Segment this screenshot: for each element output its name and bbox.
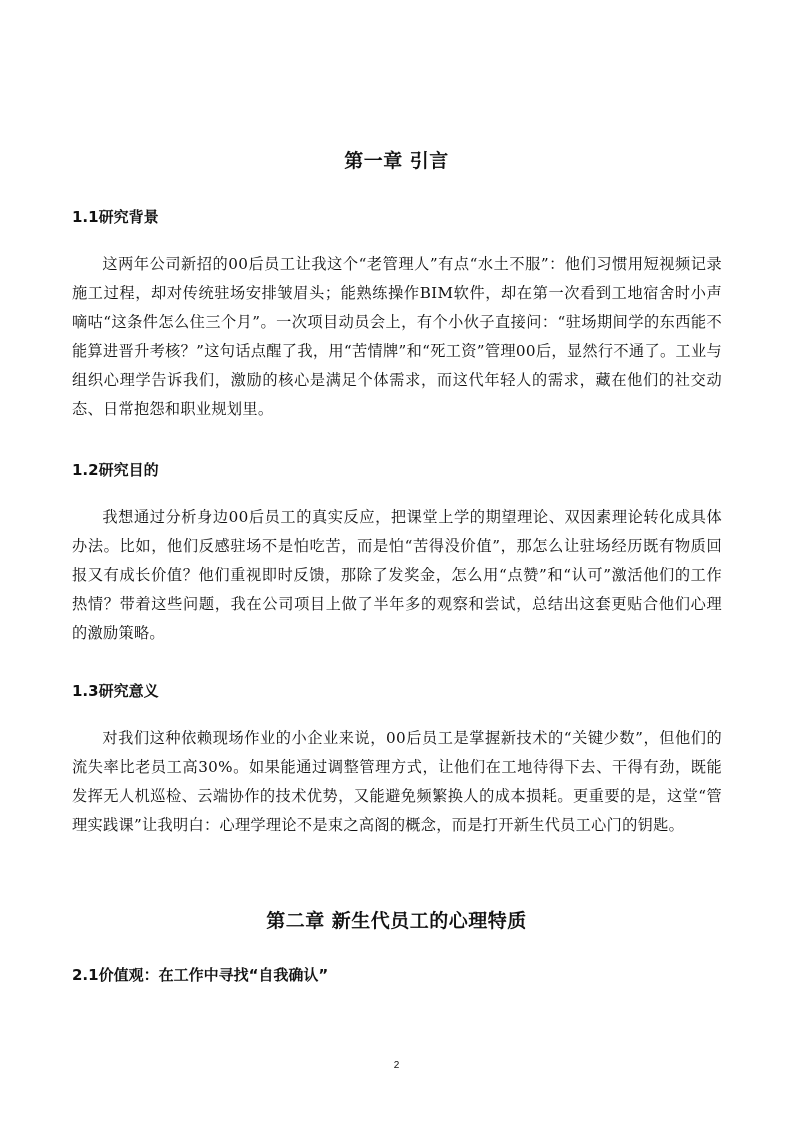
section-2-1-heading: 2.1价值观：在工作中寻找“自我确认” — [72, 966, 329, 984]
section-1-3-paragraph: 对我们这种依赖现场作业的小企业来说，00后员工是掌握新技术的“关键少数”，但他们的流失率比老员工高30%。如果能通过调整管理方式，让他们在工地待得下去、干得有劲，既能发挥无人机巡检、云端协作的技术优势，又能避免频繁换人的成本损耗。更重要的是，这堂“管理实践课”让我明白：心理学理论不是束之高阁的概念，而是打开新生代员工心门的钥匙。 — [72, 729, 722, 834]
chapter-2-title: 第二章 新生代员工的心理特质 — [266, 910, 527, 932]
section-1-1-heading: 1.1研究背景 — [72, 208, 159, 226]
section-1-1-paragraph: 这两年公司新招的00后员工让我这个“老管理人”有点“水土不服”：他们习惯用短视频记录施工过程，却对传统驻场安排皱眉头；能熟练操作BIM软件，却在第一次看到工地宿舍时小声嘀咕“这条件怎么住三个月”。一次项目动员会上，有个小伙子直接问：“驻场期间学的东西能不能算进晋升考核？”这句话点醒了我，用“苦情牌”和“死工资”管理00后，显然行不通了。工业与组织心理学告诉我们，激励的核心是满足个体需求，而这代年轻人的需求，藏在他们的社交动态、日常抱怨和职业规划里。 — [72, 255, 722, 418]
page-number: 2 — [393, 1060, 400, 1071]
section-1-2-paragraph: 我想通过分析身边00后员工的真实反应，把课堂上学的期望理论、双因素理论转化成具体办法。比如，他们反感驻场不是怕吃苦，而是怕“苦得没价值”，那怎么让驻场经历既有物质回报又有成长价值？他们重视即时反馈，那除了发奖金，怎么用“点赞”和“认可”激活他们的工作热情？带着这些问题，我在公司项目上做了半年多的观察和尝试，总结出这套更贴合他们心理的激励策略。 — [72, 508, 722, 642]
section-1-2-heading: 1.2研究目的 — [72, 461, 159, 479]
section-1-3-heading: 1.3研究意义 — [72, 682, 159, 700]
chapter-1-title: 第一章 引言 — [344, 150, 449, 172]
